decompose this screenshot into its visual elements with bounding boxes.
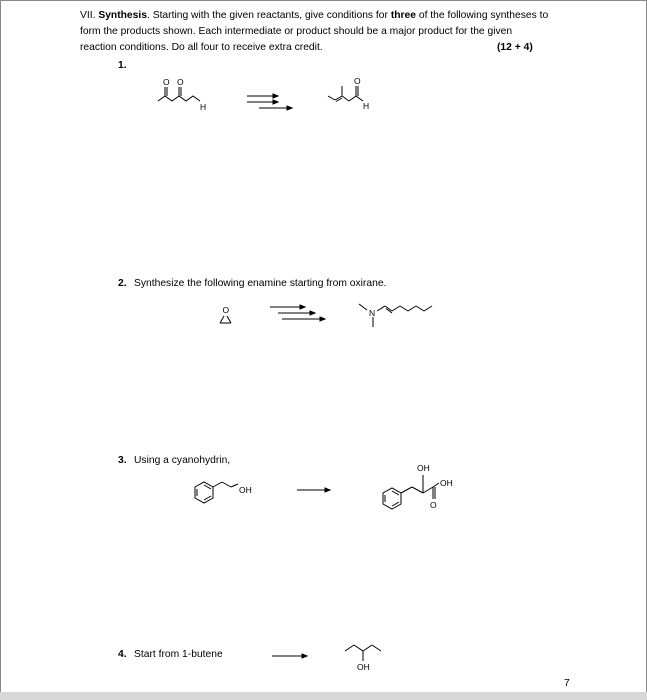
problem-2-oxirane-structure xyxy=(216,305,236,327)
intro-emphasis: three xyxy=(390,10,416,21)
nitrogen-label: N xyxy=(369,308,376,318)
problem-3-number: 3. xyxy=(118,455,127,466)
carbon-chain xyxy=(158,96,200,101)
problem-1-product-structure xyxy=(320,74,390,119)
hydrogen-label: H xyxy=(363,101,370,111)
page-number: 7 xyxy=(564,678,570,689)
points-label: (12 + 4) xyxy=(497,42,533,53)
problem-3-reaction-arrow xyxy=(295,485,335,495)
problem-3-reactant-structure xyxy=(183,476,268,516)
oxygen-label-2: O xyxy=(177,77,184,87)
section-title: Synthesis xyxy=(98,10,147,21)
problem-4-text: Start from 1-butene xyxy=(134,649,223,660)
hydroxyl-label-acid: OH xyxy=(440,478,453,488)
problem-1-number: 1. xyxy=(118,60,127,71)
problem-4-number: 4. xyxy=(118,649,127,660)
problem-4-reaction-arrow xyxy=(270,651,315,661)
problem-2-enamine-structure xyxy=(355,298,445,333)
problem-2-number: 2. xyxy=(118,278,127,289)
oxygen-label: O xyxy=(354,76,361,86)
section-intro-line-2: form the products shown. Each intermediate or product should be a major product for the given xyxy=(80,26,513,37)
carbonyl-oxygen-label: O xyxy=(430,500,437,510)
oxygen-label: O xyxy=(222,305,230,315)
section-number: VII. xyxy=(80,10,96,21)
intro-text-a: . Starting with the given reactants, give conditions for xyxy=(146,10,391,21)
problem-3-text: Using a cyanohydrin, xyxy=(134,455,231,466)
oxygen-label-1: O xyxy=(163,77,170,87)
section-intro-line-1 xyxy=(80,9,548,23)
problem-1-reaction-arrows xyxy=(245,93,295,113)
intro-text-b: of the following syntheses to xyxy=(416,10,549,21)
problem-3-product-structure xyxy=(375,458,470,523)
problem-1-reactant-structure xyxy=(148,76,218,121)
problem-2-reaction-arrows xyxy=(268,304,328,324)
problem-2-text: Synthesize the following enamine starting from oxirane. xyxy=(134,278,387,289)
hydroxyl-label-alpha: OH xyxy=(417,463,430,473)
page-bottom-edge xyxy=(0,692,647,700)
hydroxyl-label: OH xyxy=(357,662,370,672)
problem-4-product-structure xyxy=(340,633,395,678)
section-intro-line-3: reaction conditions. Do all four to receive extra credit. xyxy=(80,42,323,53)
hydroxyl-label: OH xyxy=(239,485,252,495)
hydrogen-label: H xyxy=(200,102,207,112)
